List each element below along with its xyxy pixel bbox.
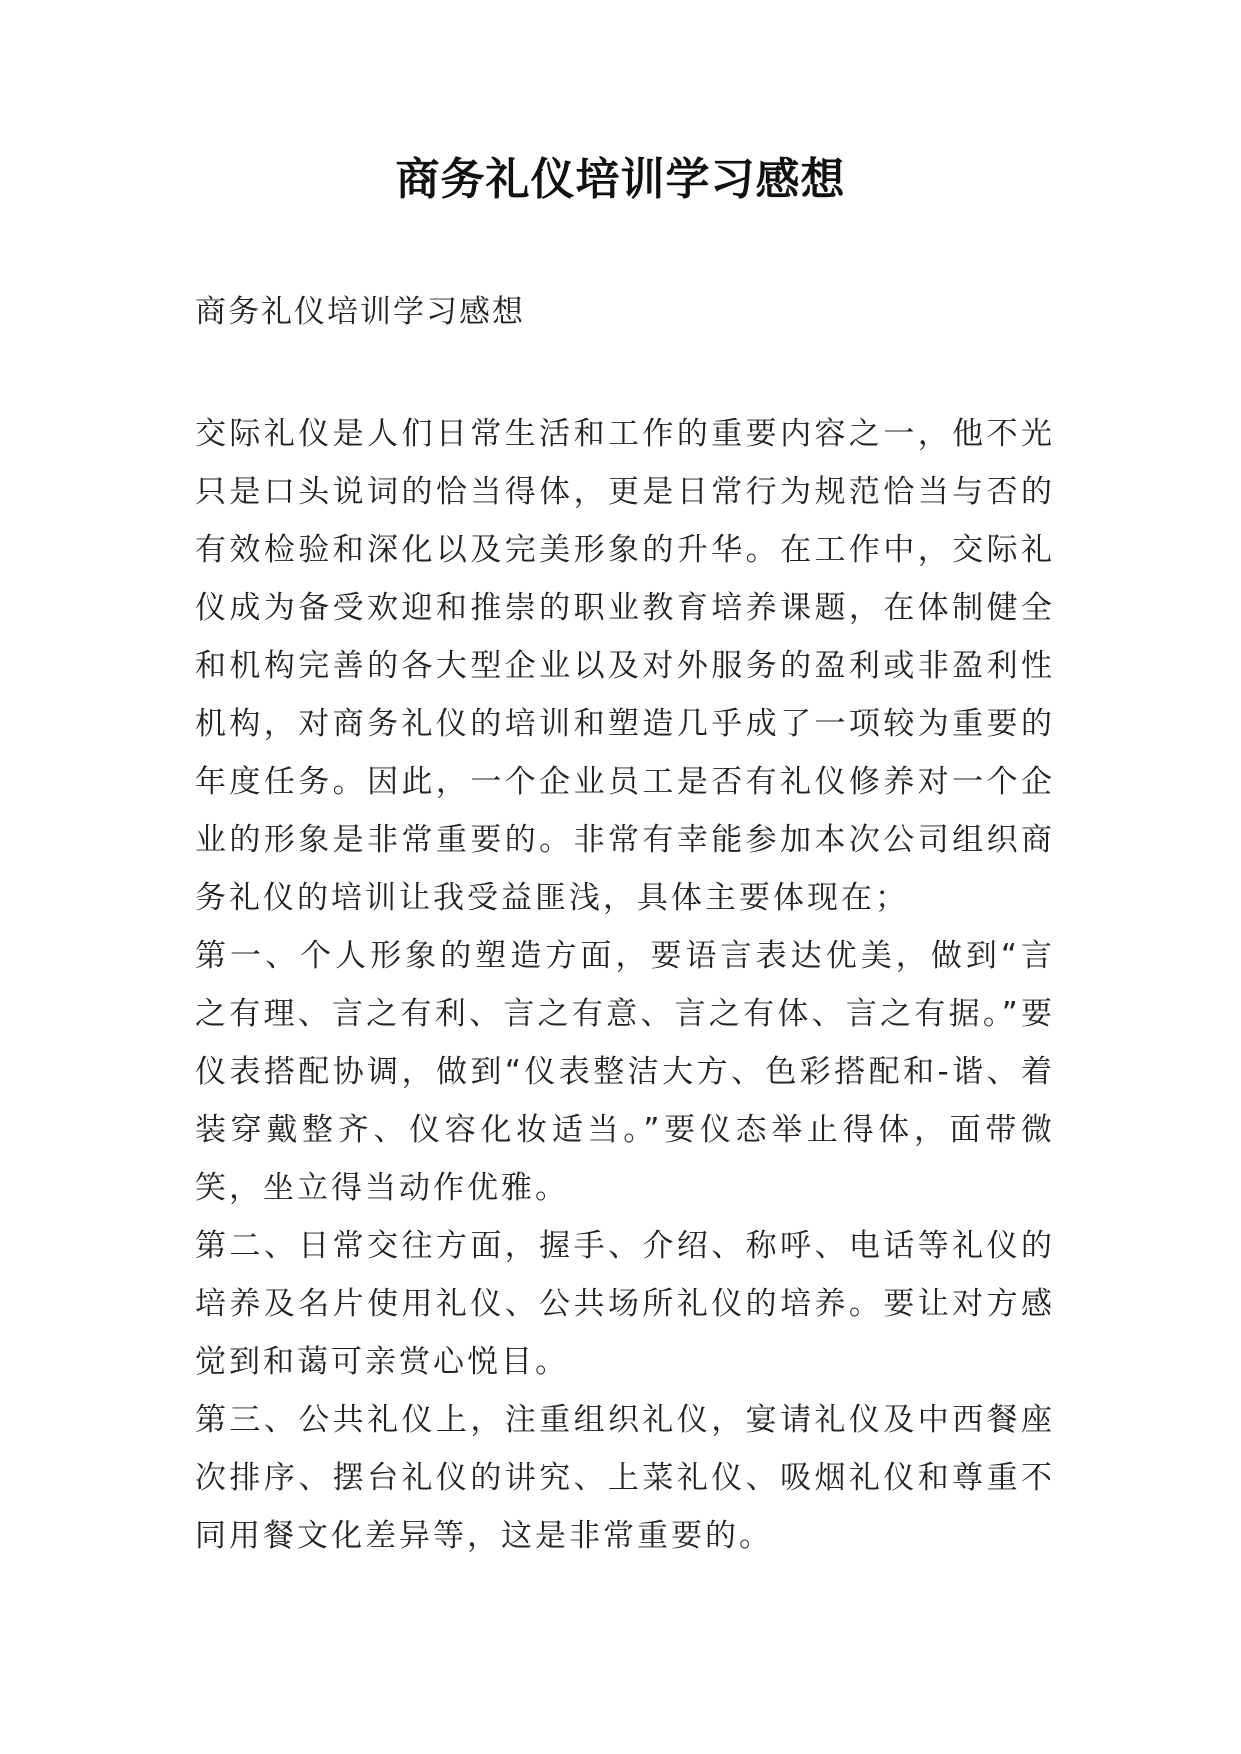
document-title: 商务礼仪培训学习感想 xyxy=(395,154,846,205)
paragraph-intro: 交际礼仪是人们日常生活和工作的重要内容之一，他不光只是口头说词的恰当得体，更是日常行为规范恰当与否的有效检验和深化以及完美形象的升华。在工作中，交际礼仪成为备受欢迎和推崇的职业教育培养课题，在体制健全和机构完善的各大型企业以及对外服务的盈利或非盈利性机构，对商务礼仪的培训和塑造几乎成了一项较为重要的年度任务。因此，一个企业员工是否有礼仪修养对一个企业的形象是非常重要的。非常有幸能参加本次公司组织商务礼仪的培训让我受益匪浅，具体主要体现在； xyxy=(195,416,1055,916)
document-subtitle: 商务礼仪培训学习感想 xyxy=(195,294,525,330)
document-body xyxy=(195,405,1055,1565)
paragraph-point-three: 第三、公共礼仪上，注重组织礼仪，宴请礼仪及中西餐座次排序、摆台礼仪的讲究、上菜礼仪、吸烟礼仪和尊重不同用餐文化差异等，这是非常重要的。 xyxy=(195,1402,1055,1554)
paragraph-point-two: 第二、日常交往方面，握手、介绍、称呼、电话等礼仪的培养及名片使用礼仪、公共场所礼仪的培养。要让对方感觉到和蔼可亲赏心悦目。 xyxy=(195,1228,1055,1380)
paragraph-point-one: 第一、个人形象的塑造方面，要语言表达优美，做到“言之有理、言之有利、言之有意、言之有体、言之有据。”要仪表搭配协调，做到“仪表整洁大方、色彩搭配和-谐、着装穿戴整齐、仪容化妆适当。”要仪态举止得体，面带微笑，坐立得当动作优雅。 xyxy=(195,938,1055,1206)
